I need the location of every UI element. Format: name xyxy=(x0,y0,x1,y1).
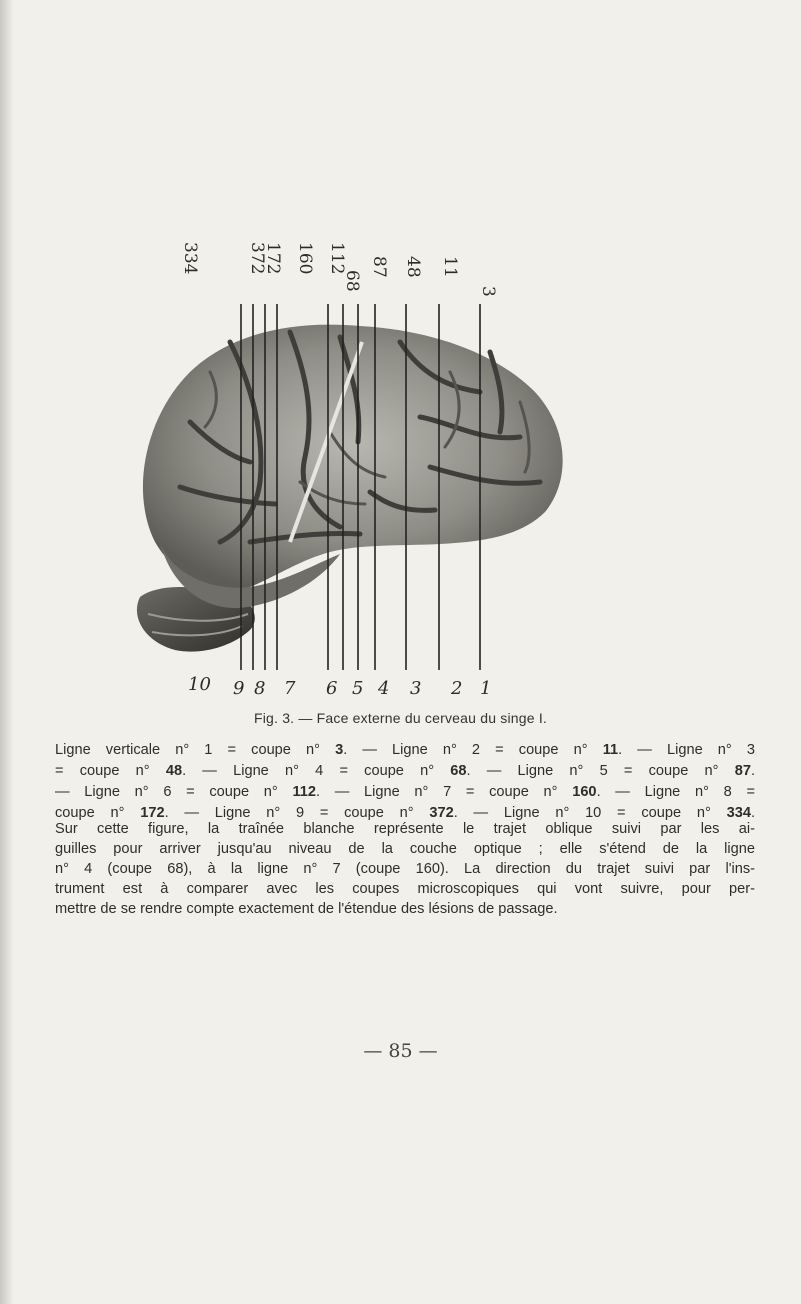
bottom-label: 8 xyxy=(254,678,266,699)
top-label: 87 xyxy=(369,256,389,278)
brain-illustration xyxy=(100,242,600,707)
top-label: 48 xyxy=(403,256,423,278)
bottom-label: 6 xyxy=(326,678,338,699)
brain-figure xyxy=(100,242,600,707)
bottom-label: 5 xyxy=(352,678,364,699)
top-label: 112 xyxy=(327,242,347,275)
top-label: 11 xyxy=(440,256,460,278)
figure-legend xyxy=(55,740,755,824)
top-label: 172 xyxy=(263,242,283,275)
bottom-label: 7 xyxy=(284,678,296,699)
bottom-label: 2 xyxy=(451,678,463,699)
bottom-label: 4 xyxy=(378,678,390,699)
notes-line: mettre de se rendre compte exactement de l'étendue des lésions de passage. xyxy=(55,901,558,917)
legend-line: — Ligne n° 6 = coupe n° 112. — Ligne n° 7 = coupe n° 160. — Ligne n° 8 = xyxy=(55,784,755,800)
bottom-label: 10 xyxy=(188,674,211,695)
legend-line: Ligne verticale n° 1 = coupe n° 3. — Ligne n° 2 = coupe n° 11. — Ligne n° 3 xyxy=(55,742,755,758)
notes-line: guilles pour arriver jusqu'au niveau de la couche optique ; elle s'étend de la ligne xyxy=(55,841,755,857)
figure-notes-paragraph xyxy=(55,819,755,919)
notes-line: n° 4 (coupe 68), à la ligne n° 7 (coupe 160). La direction du trajet suivi par l'ins- xyxy=(55,861,755,877)
legend-line: = coupe n° 48. — Ligne n° 4 = coupe n° 68. — Ligne n° 5 = coupe n° 87. xyxy=(55,763,755,779)
bottom-label: 9 xyxy=(233,678,245,699)
top-label: 160 xyxy=(295,242,315,275)
page-number: — 85 — xyxy=(363,1040,438,1062)
notes-line: Sur cette figure, la traînée blanche représente le trajet oblique suivi par les ai- xyxy=(55,821,755,837)
bottom-label: 3 xyxy=(410,678,422,699)
top-label: 334 xyxy=(180,242,200,275)
top-label: 68 xyxy=(342,270,362,292)
figure-caption: Fig. 3. — Face externe du cerveau du singe I. xyxy=(253,710,548,726)
notes-line: trument est à comparer avec les coupes microscopiques qui vont suivre, pour per- xyxy=(55,881,755,897)
page-edge-shadow xyxy=(0,0,14,1304)
top-label: 372 xyxy=(247,242,267,275)
top-label: 3 xyxy=(478,286,498,297)
bottom-label: 1 xyxy=(480,678,492,699)
legend-line: coupe n° 172. — Ligne n° 9 = coupe n° 372. — Ligne n° 10 = coupe n° 334. xyxy=(55,805,756,821)
